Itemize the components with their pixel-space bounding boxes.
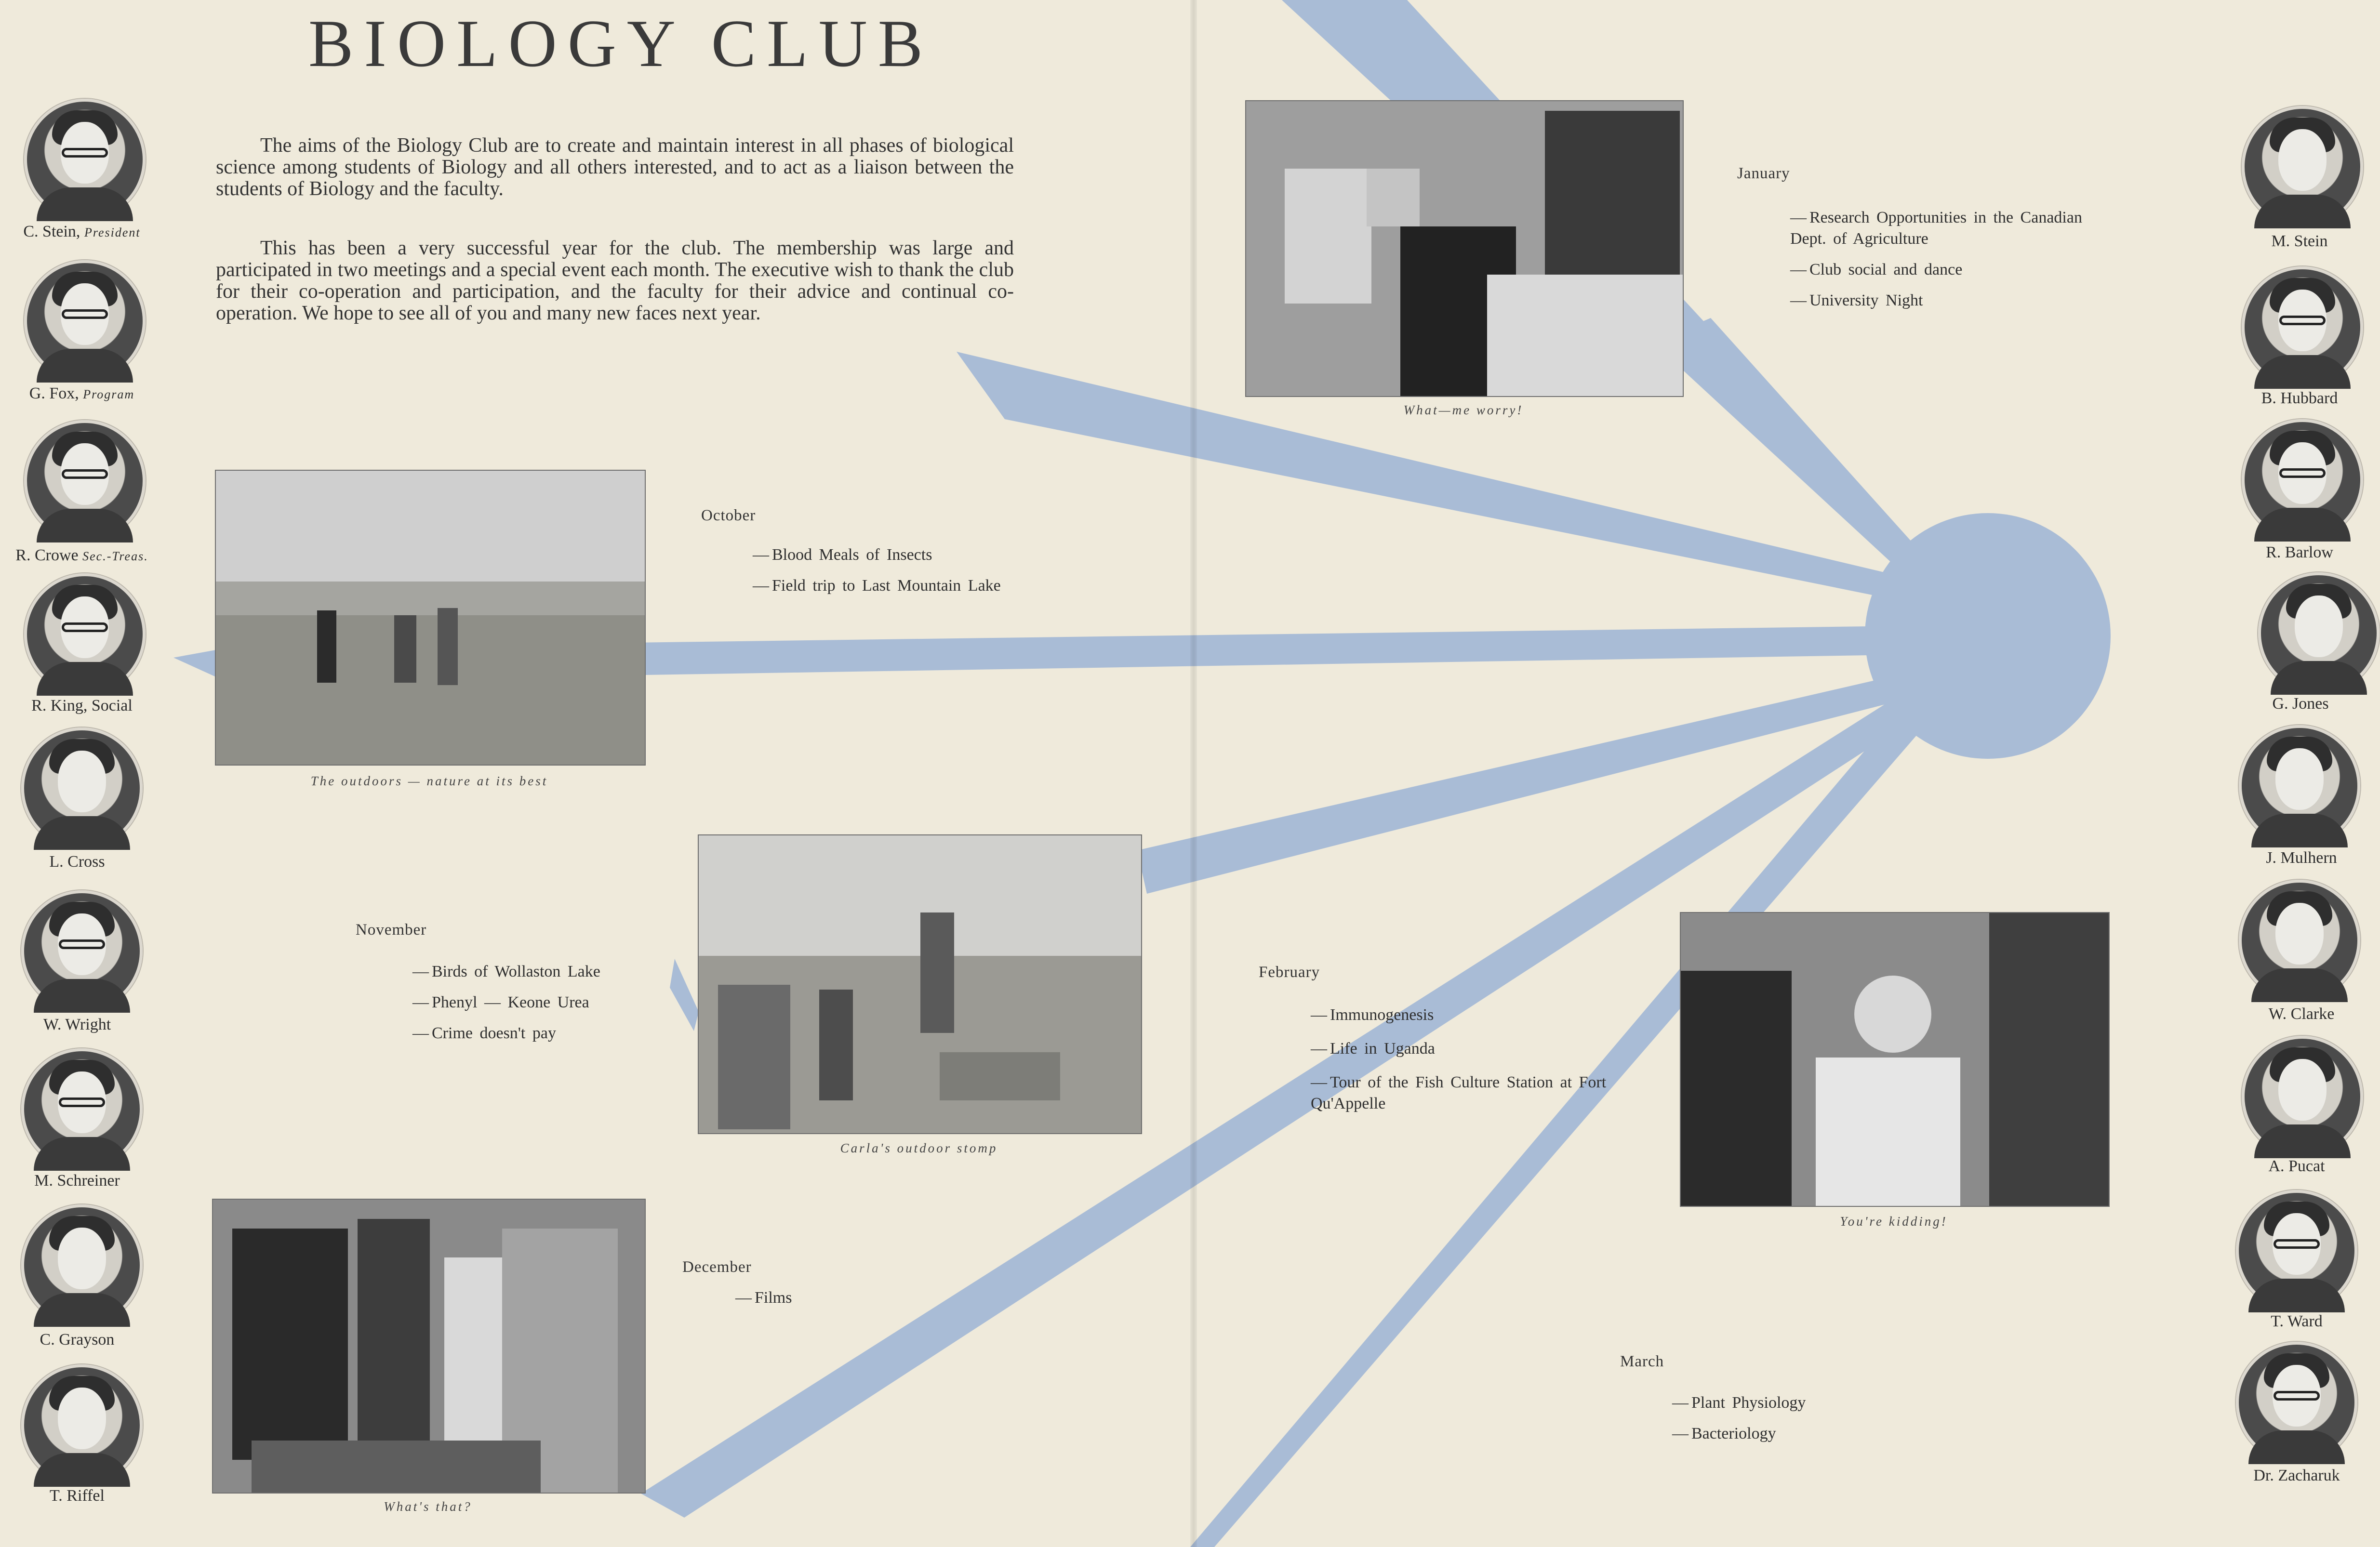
page-gutter xyxy=(1190,0,1197,1547)
caption-whats-that: What's that? xyxy=(384,1499,472,1514)
portrait-photo xyxy=(24,573,146,695)
portrait-photo xyxy=(2242,266,2363,388)
month-february: February xyxy=(1259,964,1320,981)
member-name: J. Mulhern xyxy=(2266,849,2337,867)
month-march: March xyxy=(1620,1353,1664,1370)
member-name: C. Stein, President xyxy=(23,223,141,240)
portrait-photo xyxy=(24,260,146,382)
march-events xyxy=(1672,1393,1806,1455)
photo-worry xyxy=(1245,100,1684,397)
portrait-photo xyxy=(24,99,146,220)
portrait-photo xyxy=(2242,1036,2363,1157)
event-item: — Crime doesn't pay xyxy=(412,1024,556,1042)
caption-carla: Carla's outdoor stomp xyxy=(840,1141,998,1155)
member-name: L. Cross xyxy=(49,853,105,871)
portrait-photo xyxy=(2258,572,2380,694)
member-name: W. Wright xyxy=(43,1016,111,1033)
january-events xyxy=(1790,207,2099,323)
event-item: — Plant Physiology xyxy=(1672,1394,1806,1412)
member-name: B. Hubbard xyxy=(2261,389,2338,407)
portrait-photo xyxy=(2242,106,2363,227)
event-item: — Field trip to Last Mountain Lake xyxy=(753,577,1001,595)
portrait-photo xyxy=(2236,1190,2357,1311)
photo-prairie-scene xyxy=(216,471,645,765)
portrait-photo xyxy=(21,727,143,849)
intro-paragraph-1: The aims of the Biology Club are to create and maintain interest in all phases of biological science among students of Biology and all others interested, and to act as a liaison between the students of Biology and the faculty. xyxy=(216,134,1014,200)
photo-field-group xyxy=(699,835,1141,1133)
intro-paragraph-2: This has been a very successful year for the club. The membership was large and participated in two meetings and a special event each month. The executive wish to thank the club for their co-operation and participation, and the faculty for their advice and continual co-operation. We hope to see all of you and many new faces next year. xyxy=(216,237,1014,324)
photo-conversation xyxy=(1681,913,2109,1206)
november-events xyxy=(412,962,600,1055)
caption-kidding: You're kidding! xyxy=(1840,1214,1948,1229)
member-name: W. Clarke xyxy=(2268,1005,2335,1023)
ray-upper-right xyxy=(1677,318,1923,569)
event-item: — Immunogenesis xyxy=(1311,1006,1434,1024)
member-name: T. Riffel xyxy=(50,1487,105,1505)
event-item: — Bacteriology xyxy=(1672,1425,1776,1442)
october-events xyxy=(753,545,1001,607)
photo-whats-that xyxy=(212,1199,646,1494)
photo-lab-group xyxy=(213,1200,645,1493)
member-name: R. King, Social xyxy=(31,697,133,714)
member-name: Dr. Zacharuk xyxy=(2253,1467,2340,1484)
ray-nov xyxy=(670,959,699,1031)
february-events xyxy=(1311,1005,1629,1126)
month-december: December xyxy=(682,1258,752,1276)
event-item: — Research Opportunities in the Canadian Dept. of Agriculture xyxy=(1790,209,2082,248)
member-name: R. Barlow xyxy=(2266,543,2333,561)
member-name: G. Fox, Program xyxy=(29,384,135,402)
portrait-photo xyxy=(2239,880,2360,1001)
portrait-photo xyxy=(21,1204,143,1326)
caption-outdoors: The outdoors — nature at its best xyxy=(310,774,548,788)
portrait-photo xyxy=(2236,1342,2357,1463)
event-item: — Life in Uganda xyxy=(1311,1040,1435,1058)
photo-kidding xyxy=(1680,912,2110,1207)
event-item: — Birds of Wollaston Lake xyxy=(412,963,600,980)
event-item: — Films xyxy=(735,1289,792,1307)
portrait-photo xyxy=(24,420,146,542)
member-name: C. Grayson xyxy=(40,1331,115,1349)
month-january: January xyxy=(1737,165,1790,182)
photo-outdoors xyxy=(215,470,646,766)
portrait-photo xyxy=(21,1364,143,1486)
event-item: — Phenyl — Keone Urea xyxy=(412,993,589,1011)
member-name: G. Jones xyxy=(2272,695,2329,713)
december-events xyxy=(735,1288,792,1319)
event-item: — University Night xyxy=(1790,291,1923,309)
member-name: M. Stein xyxy=(2271,232,2328,250)
member-name: M. Schreiner xyxy=(34,1172,120,1190)
photo-carla xyxy=(698,834,1142,1134)
month-october: October xyxy=(701,507,756,524)
caption-worry: What—me worry! xyxy=(1403,403,1524,417)
portrait-photo xyxy=(2239,725,2360,846)
member-name: T. Ward xyxy=(2271,1312,2323,1330)
page-title: BIOLOGY CLUB xyxy=(308,6,934,81)
event-item: — Tour of the Fish Culture Station at Fort Qu'Appelle xyxy=(1311,1073,1607,1112)
event-item: — Blood Meals of Insects xyxy=(753,546,932,564)
portrait-photo xyxy=(21,1048,143,1170)
portrait-photo xyxy=(21,890,143,1012)
event-item: — Club social and dance xyxy=(1790,261,1963,278)
member-name: A. Pucat xyxy=(2268,1157,2325,1175)
member-name: R. Crowe Sec.-Treas. xyxy=(15,546,148,564)
photo-lab-equipment xyxy=(1246,101,1683,396)
portrait-photo xyxy=(2242,419,2363,541)
month-november: November xyxy=(356,921,427,939)
